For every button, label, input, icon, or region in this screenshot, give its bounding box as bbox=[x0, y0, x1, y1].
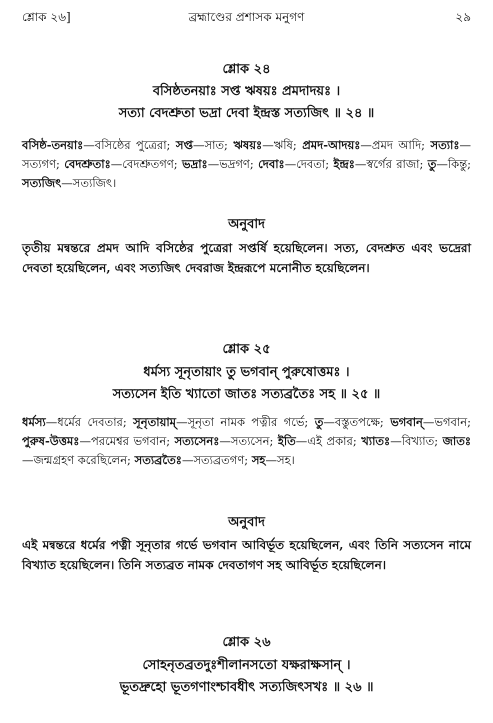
running-header bbox=[22, 6, 471, 28]
verse-heading: শ্লোক ২৫ bbox=[222, 342, 271, 357]
translation-heading: অনুবাদ bbox=[228, 217, 265, 232]
verse-heading: শ্লোক ২৬ bbox=[222, 635, 271, 650]
verse-line: ভূতদ্রুহো ভূতগণাংশ্চাবধীৎ সত্যজিৎসখঃ ॥ ২৬ ॥ bbox=[119, 680, 374, 695]
verse-line: সত্যসেন ইতি খ্যাতো জাতঃ সত্যব্রতৈঃ সহ ॥ ২৫ ॥ bbox=[112, 387, 381, 402]
header-verse-ref: শ্লোক ২৬] bbox=[22, 10, 71, 24]
translation-heading: অনুবাদ bbox=[228, 515, 265, 530]
translation-text: এই মন্বন্তরে ধর্মের পত্নী সূনৃতার গর্ভে ভগবান আবির্ভূত হয়েছিলেন, এবং তিনি সত্যসেন নামে বিখ্যাত হয়েছিলেন। তিনি সত্যব্রত নামক দেবতাগণ সহ আবির্ভূত হয়েছিলেন। bbox=[22, 538, 471, 572]
synonyms: বসিষ্ঠ-তনয়াঃ—বসিষ্ঠের পুত্রেরা; সপ্ত—সাত; ঋষয়ঃ—ঋষি; প্রমদ-আদয়ঃ—প্রমদ আদি; সত্যাঃ—সত্যগণ; বেদশ্রুতাঃ—বেদশ্রুতগণ; ভদ্রাঃ—ভদ্রগণ; দেবাঃ—দেবতা; ইন্দ্রঃ—স্বর্গের রাজা; তু—কিন্তু; সত্যজিৎ—সত্যজিৎ। bbox=[22, 138, 471, 190]
verse-line: সত্যা বেদশ্রুতা ভদ্রা দেবা ইন্দ্রস্ত সত্যজিৎ ॥ ২৪ ॥ bbox=[118, 106, 375, 121]
translation-text: তৃতীয় মন্বন্তরে প্রমদ আদি বসিষ্ঠের পুত্রেরা সপ্তর্ষি হয়েছিলেন। সত্য, বেদশ্রুত এবং ভদ্রেরা দেবতা হয়েছিলেন, এবং সত্যজিৎ দেবরাজ ইন্দ্ররূপে মনোনীত হয়েছিলেন। bbox=[22, 241, 471, 275]
verse-line: সোহনৃতব্রতদুঃশীলানসতো যক্ষরাক্ষসান্ । bbox=[142, 658, 351, 673]
synonyms: ধর্মস্য—ধর্মের দেবতার; সূনৃতায়াম্—সূনৃতা নামক পত্নীর গর্ভে; তু—বস্তুতপক্ষে; ভগবান্—ভগবান; পুরুষ-উত্তমঃ—পরমেশ্বর ভগবান; সত্যসেনঃ—সত্যসেন; ইতি—এই প্রকার; খ্যাতঃ—বিখ্যাত; জাতঃ—জন্মগ্রহণ করেছিলেন; সত্যব্রতৈঃ—সত্যব্রতগণ; সহ—সহ। bbox=[22, 415, 471, 467]
verse-line: ধর্মস্য সূনৃতায়াং তু ভগবান্ পুরুষোত্তমঃ । bbox=[143, 365, 350, 380]
page-number: ২৯ bbox=[455, 10, 471, 24]
verse-line: বসিষ্ঠতনয়াঃ সপ্ত ঋষয়ঃ প্রমদাদয়ঃ । bbox=[152, 84, 341, 99]
header-chapter-title: ব্রহ্মাণ্ডের প্রশাসক মনুগণ bbox=[188, 10, 305, 24]
verse-heading: শ্লোক ২৪ bbox=[222, 62, 271, 77]
